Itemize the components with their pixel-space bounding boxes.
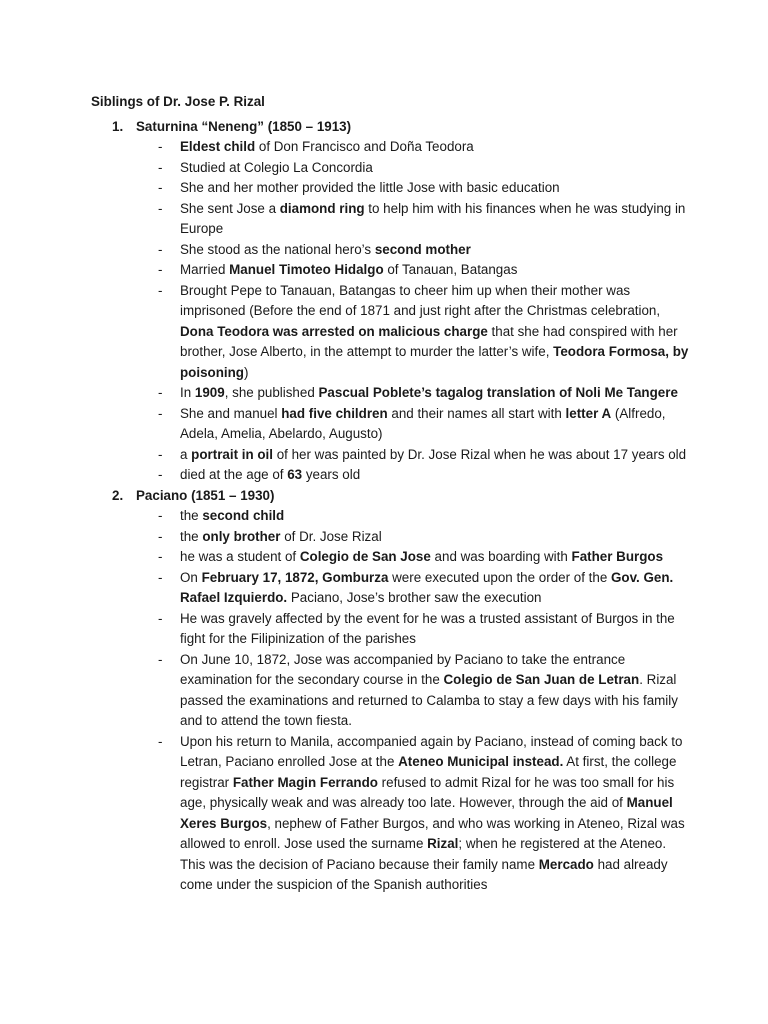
bold-text: Manuel Timoteo Hidalgo	[229, 262, 384, 277]
bold-text: Pascual Poblete’s tagalog translation of Noli Me Tangere	[318, 385, 678, 400]
sibling-item	[91, 486, 691, 896]
fact-text: (Alfredo, Adela, Amelia, Abelardo, Augusto)	[180, 405, 666, 441]
fact-item	[180, 527, 691, 548]
fact-text: of her was painted by Dr. Jose Rizal when he was about 17 years old	[273, 446, 687, 462]
fact-item	[180, 383, 691, 404]
list-number: 1.	[112, 118, 124, 134]
fact-text: , nephew of Father Burgos, and who was working in Ateneo, Rizal was allowed to enroll. Jose used the surname	[180, 815, 685, 851]
fact-item	[180, 158, 691, 179]
fact-text: In	[180, 385, 195, 400]
fact-text: He was gravely affected by the event for he was a trusted assistant of Burgos in the fight for the Filipinization of the parishes	[180, 610, 675, 646]
fact-item	[180, 281, 691, 384]
bold-text: Teodora Formosa, by poisoning	[180, 344, 689, 380]
fact-text: Married	[180, 262, 230, 277]
facts-list	[136, 506, 691, 896]
fact-text: he was a student of	[180, 549, 300, 564]
fact-item	[180, 465, 691, 486]
siblings-list	[91, 117, 691, 896]
page-title: Siblings of Dr. Jose P. Rizal	[91, 94, 265, 109]
fact-text: Upon his return to Manila, accompanied again by Paciano, instead of coming back to Letran, Paciano enrolled Jose at the	[180, 733, 683, 769]
sibling-heading	[112, 117, 691, 138]
fact-text: and their names all start with	[387, 405, 566, 421]
fact-text: of Don Francisco and Doña Teodora	[255, 139, 474, 154]
fact-text: to help him with his finances when he was studying in Europe	[180, 200, 686, 236]
fact-text: of Tanauan, Batangas	[383, 262, 518, 277]
bold-text: 63	[287, 467, 303, 482]
fact-text: the	[180, 508, 203, 523]
fact-text: years old	[302, 467, 361, 482]
fact-item	[180, 650, 691, 732]
fact-text: She sent Jose a	[180, 200, 280, 216]
fact-text: )	[243, 364, 249, 380]
fact-text: . Rizal passed the examinations and returned to Calamba to stay a few days with his family and to attend the town fiesta.	[180, 672, 678, 728]
list-number: 2.	[112, 487, 124, 503]
bold-text: Colegio de San Jose	[299, 549, 431, 564]
bold-text: Colegio de San Juan de Letran	[443, 672, 640, 687]
sibling-name: Saturnina “Neneng” (1850 – 1913)	[136, 118, 352, 134]
bold-text: portrait in oil	[191, 446, 273, 462]
fact-item	[180, 137, 691, 158]
fact-text: had already come under the suspicion of the Spanish authorities	[180, 856, 668, 892]
fact-item	[180, 445, 691, 466]
fact-text: that she had conspired with her brother, Jose Alberto, in the attempt to murder the latter’s wife,	[180, 323, 678, 359]
fact-item	[180, 506, 691, 527]
fact-text: ; when he registered at the Ateneo. This was the decision of Paciano because their family name	[180, 836, 667, 872]
bold-text: Rizal	[427, 836, 459, 851]
fact-item	[180, 240, 691, 261]
fact-text: and was boarding with	[430, 549, 572, 564]
fact-item	[180, 178, 691, 199]
bold-text: diamond ring	[279, 200, 365, 216]
bold-text: Ateneo Municipal instead.	[398, 754, 564, 769]
fact-text: On	[180, 569, 202, 585]
bold-text: February 17, 1872, Gomburza	[201, 569, 389, 585]
fact-text: She and manuel	[180, 405, 282, 421]
fact-text: the	[180, 528, 203, 544]
fact-text: a	[180, 446, 192, 462]
fact-item	[180, 547, 691, 568]
fact-text: At first, the college registrar	[180, 754, 677, 790]
bold-text: letter A	[565, 405, 612, 421]
bold-text: had five children	[281, 405, 388, 421]
bold-text: Mercado	[538, 856, 594, 872]
fact-item	[180, 609, 691, 650]
bold-text: second child	[202, 508, 285, 523]
fact-text: On June 10, 1872, Jose was accompanied by Paciano to take the entrance examination for the secondary course in the	[180, 651, 626, 687]
fact-text: died at the age of	[180, 467, 288, 482]
fact-text: Paciano, Jose’s brother saw the execution	[287, 590, 542, 605]
fact-item	[180, 404, 691, 445]
fact-text: She stood as the national hero’s	[180, 241, 375, 257]
bold-text: second mother	[374, 241, 471, 257]
bold-text: Dona Teodora was arrested on malicious charge	[180, 323, 488, 339]
bold-text: Manuel Xeres Burgos	[180, 795, 673, 831]
document-body	[91, 92, 691, 896]
fact-item	[180, 199, 691, 240]
bold-text: Father Magin Ferrando	[232, 774, 378, 790]
fact-item	[180, 260, 691, 281]
sibling-item	[91, 117, 691, 486]
fact-item	[180, 732, 691, 896]
bold-text: 1909	[194, 385, 225, 400]
fact-text: were executed upon the order of the	[388, 569, 611, 585]
sibling-heading	[112, 486, 691, 507]
bold-text: Father Burgos	[571, 549, 664, 564]
fact-text: refused to admit Rizal for he was too small for his age, physically weak and was already too late. However, through the aid of	[180, 774, 675, 810]
facts-list	[136, 137, 691, 486]
fact-item	[180, 568, 691, 609]
bold-text: Eldest child	[180, 139, 256, 154]
fact-text: Brought Pepe to Tanauan, Batangas to cheer him up when their mother was imprisoned (Before the end of 1871 and just right after the Christmas celebration,	[180, 282, 661, 318]
fact-text: Studied at Colegio La Concordia	[180, 159, 373, 175]
bold-text: Gov. Gen. Rafael Izquierdo.	[180, 569, 674, 605]
fact-text: of Dr. Jose Rizal	[280, 528, 382, 544]
sibling-name: Paciano (1851 – 1930)	[136, 487, 275, 503]
fact-text: She and her mother provided the little Jose with basic education	[180, 180, 560, 195]
bold-text: only brother	[202, 528, 281, 544]
fact-text: , she published	[224, 385, 319, 400]
